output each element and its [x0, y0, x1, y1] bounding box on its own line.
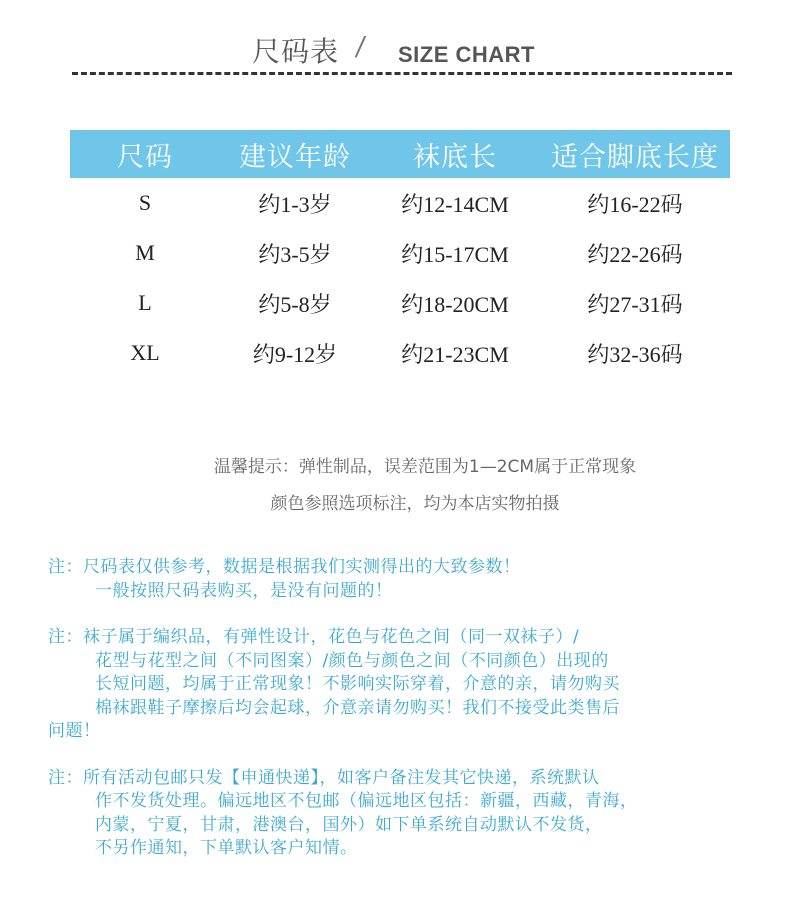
note-line: 注：尺码表仅供参考，数据是根据我们实测得出的大致参数！ [48, 557, 521, 577]
title-separator: / [353, 32, 367, 62]
note-block [48, 626, 768, 744]
cell-age: 约9-12岁 [252, 341, 338, 367]
cell-size: XL [130, 340, 160, 365]
size-table [70, 130, 730, 378]
note-line: 作不发货处理。偏远地区不包邮（偏远地区包括：新疆，西藏，青海， [95, 791, 638, 811]
note-line: 注：袜子属于编织品，有弹性设计，花色与花色之间（同一双袜子）/ [48, 627, 580, 647]
note-line: 不另作通知，下单默认客户知情。 [95, 838, 358, 858]
cell-foot-length: 约27-31码 [587, 291, 683, 317]
table-row [70, 278, 730, 328]
cell-sock-length: 约12-14CM [401, 191, 509, 217]
note-line: 问题！ [48, 721, 101, 741]
note-line: 一般按照尺码表购买，是没有问题的！ [95, 580, 393, 601]
cell-sock-length: 约21-23CM [401, 341, 509, 367]
notice-line-1: 温馨提示：弹性制品，误差范围为1—2CM属于正常现象 [213, 457, 637, 477]
notice-line-2: 颜色参照选项标注，均为本店实物拍摄 [270, 494, 560, 514]
note-line: 花型与花型之间（不同图案）/颜色与颜色之间（不同颜色）出现的 [95, 650, 609, 671]
title-english: SIZE CHART [398, 42, 535, 67]
cell-age: 约1-3岁 [258, 191, 332, 217]
note-line: 棉袜跟鞋子摩擦后均会起球，介意亲请勿购买！我们不接受此类售后 [95, 697, 620, 718]
note-block [48, 767, 768, 861]
header-size: 尺码 [70, 130, 220, 178]
page-header [0, 30, 790, 74]
cell-sock-length: 约18-20CM [401, 291, 509, 317]
note-line: 长短问题，均属于正常现象！不影响实际穿着，介意的亲，请勿购买 [95, 674, 620, 694]
table-row [70, 328, 730, 378]
header-sock-length: 袜底长 [370, 130, 540, 178]
header-foot-length: 适合脚底长度 [540, 130, 730, 178]
header-age: 建议年龄 [220, 130, 370, 178]
cell-age: 约3-5岁 [258, 241, 332, 267]
note-line: 注：所有活动包邮只发【申通快递】，如客户备注发其它快递，系统默认 [48, 767, 600, 788]
dashed-divider [72, 72, 732, 75]
cell-foot-length: 约22-26码 [587, 241, 683, 267]
title-chinese: 尺码表 [252, 35, 340, 68]
cell-size: S [138, 190, 152, 215]
note-line: 内蒙，宁夏，甘肃，港澳台，国外）如下单系统自动默认不发货， [95, 814, 603, 835]
cell-age: 约5-8岁 [258, 291, 332, 317]
notes-section [48, 556, 768, 884]
table-header-row [70, 130, 730, 178]
table-row [70, 228, 730, 278]
cell-foot-length: 约16-22码 [587, 191, 683, 217]
cell-foot-length: 约32-36码 [587, 341, 683, 367]
cell-sock-length: 约15-17CM [401, 241, 509, 267]
cell-size: M [135, 240, 155, 265]
table-row [70, 178, 730, 228]
note-block [48, 556, 768, 603]
cell-size: L [138, 290, 152, 315]
